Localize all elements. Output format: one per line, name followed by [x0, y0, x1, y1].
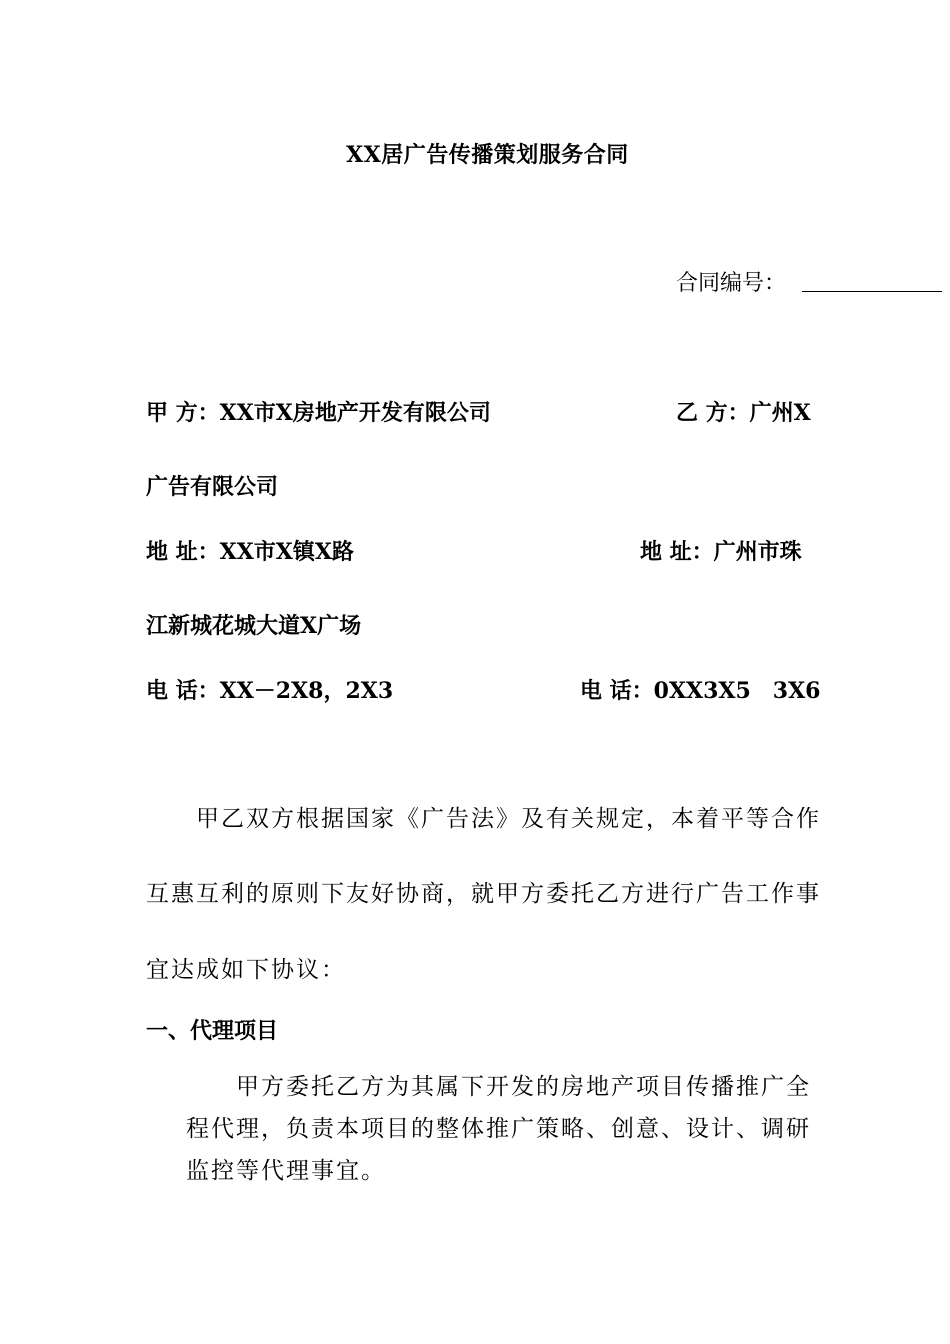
party-a-phone: 电 话：XX－2X8，2X3	[146, 678, 394, 704]
party-a-address: 地 址：XX市X镇X路	[146, 539, 354, 565]
intro-paragraph-line-2: 互惠互利的原则下友好协商，就甲方委托乙方进行广告工作事	[146, 881, 821, 907]
section-1-line-2: 程代理，负责本项目的整体推广策略、创意、设计、调研	[186, 1116, 811, 1142]
party-b-address-line-2: 江新城花城大道X广场	[146, 613, 362, 639]
party-b-name-line-1: 乙 方：广州X	[676, 400, 811, 426]
intro-paragraph-line-3: 宜达成如下协议：	[146, 957, 346, 983]
party-b-phone: 电 话：0XX3X5 3X6	[580, 678, 821, 704]
contract-number-label: 合同编号：	[676, 271, 787, 296]
section-1-heading: 一、代理项目	[146, 1018, 279, 1044]
party-b-name-line-2: 广告有限公司	[146, 474, 279, 500]
contract-number-blank	[802, 291, 942, 292]
section-1-line-3: 监控等代理事宜。	[186, 1158, 386, 1184]
party-b-address-line-1: 地 址：广州市珠	[640, 539, 802, 565]
party-a-name: 甲 方：XX市X房地产开发有限公司	[146, 400, 491, 426]
document-title: XX居广告传播策划服务合同	[346, 142, 629, 168]
intro-paragraph-line-1: 甲乙双方根据国家《广告法》及有关规定，本着平等合作	[196, 806, 821, 832]
section-1-line-1: 甲方委托乙方为其属下开发的房地产项目传播推广全	[236, 1074, 811, 1100]
